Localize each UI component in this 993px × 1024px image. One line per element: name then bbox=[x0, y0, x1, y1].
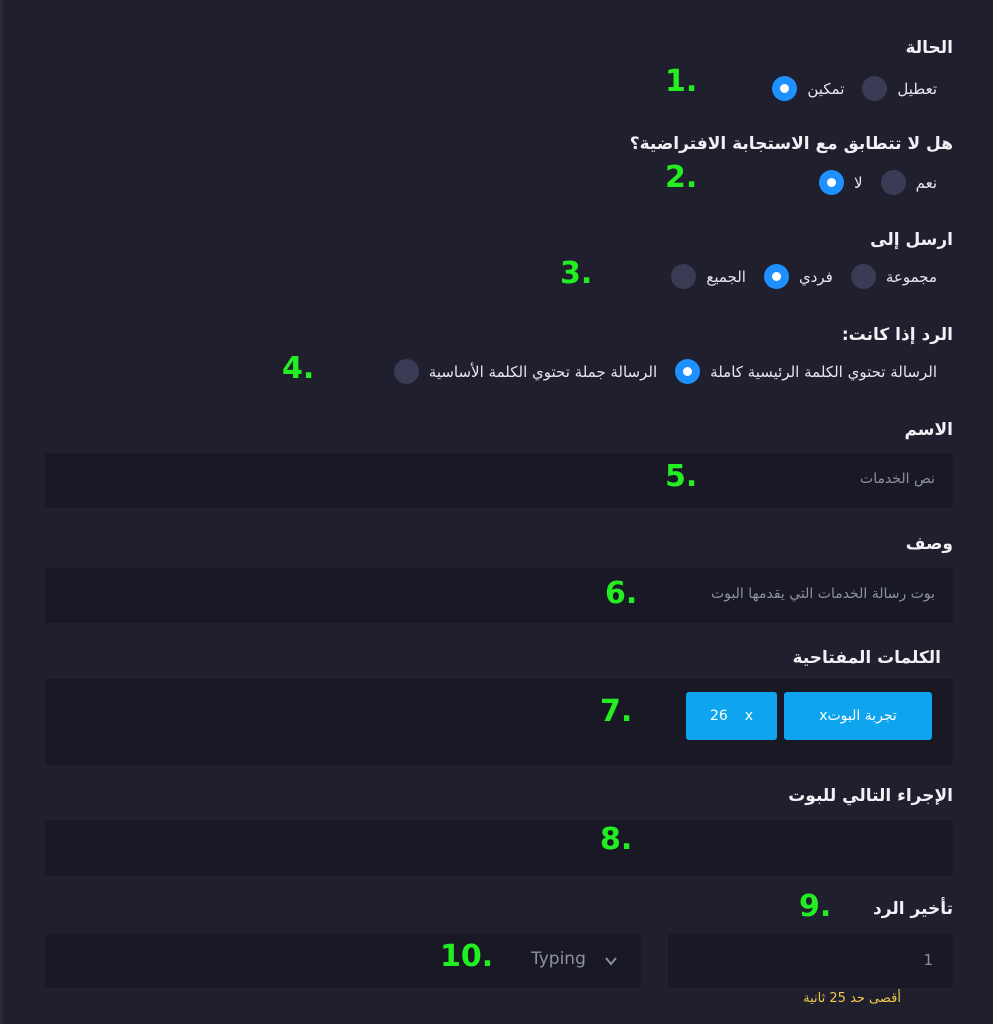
radio-unchecked-icon[interactable] bbox=[851, 264, 876, 289]
annotation-3: 3. bbox=[560, 256, 593, 291]
reply-delay-input[interactable] bbox=[668, 934, 953, 988]
status-radio-group bbox=[772, 76, 937, 101]
send-to-option-individual[interactable] bbox=[764, 264, 833, 289]
annotation-9: 9. bbox=[799, 889, 832, 924]
send-to-option-group[interactable] bbox=[851, 264, 937, 289]
default-response-label: هل لا تتطابق مع الاستجابة الافتراضية؟ bbox=[629, 134, 953, 154]
status-option-enable-label: تمكين bbox=[807, 79, 845, 98]
left-edge-divider bbox=[0, 0, 3, 1024]
annotation-6: 6. bbox=[605, 576, 638, 611]
reply-if-radio-group bbox=[394, 359, 937, 384]
next-action-label: الإجراء التالي للبوت bbox=[788, 786, 953, 806]
radio-checked-icon[interactable] bbox=[764, 264, 789, 289]
annotation-8: 8. bbox=[600, 822, 633, 857]
radio-checked-icon[interactable] bbox=[819, 170, 844, 195]
description-label: وصف bbox=[905, 534, 953, 554]
default-response-option-yes[interactable] bbox=[881, 170, 937, 195]
name-label: الاسم bbox=[904, 420, 953, 440]
default-response-option-no-label: لا bbox=[854, 173, 863, 192]
keywords-label: الكلمات المفتاحية bbox=[792, 648, 941, 668]
status-option-disable-label: تعطيل bbox=[897, 79, 937, 98]
send-to-radio-group bbox=[671, 264, 937, 289]
reply-if-option-phrase-label: الرسالة جملة تحتوي الكلمة الأساسية bbox=[428, 362, 658, 381]
default-response-option-yes-label: نعم bbox=[915, 173, 937, 192]
reply-delay-value: 1 bbox=[923, 951, 933, 969]
radio-unchecked-icon[interactable] bbox=[671, 264, 696, 289]
keyword-tag-remove-icon[interactable]: x bbox=[744, 708, 753, 724]
status-label: الحالة bbox=[905, 38, 953, 58]
reply-delay-hint: أقصى حد 25 ثانية bbox=[803, 991, 901, 1006]
reply-if-label: الرد إذا كانت: bbox=[841, 325, 953, 345]
send-to-option-all[interactable] bbox=[671, 264, 746, 289]
description-input-value: بوت رسالة الخدمات التي يقدمها البوت bbox=[711, 586, 935, 602]
radio-checked-icon[interactable] bbox=[772, 76, 797, 101]
send-to-option-group-label: مجموعة bbox=[885, 267, 937, 286]
reply-if-option-exact[interactable] bbox=[675, 359, 937, 384]
chevron-down-icon[interactable] bbox=[604, 954, 618, 968]
keyword-tag-remove-icon[interactable]: x bbox=[819, 708, 828, 724]
keyword-tag[interactable] bbox=[686, 692, 777, 740]
status-option-enable[interactable] bbox=[772, 76, 844, 101]
send-to-option-all-label: الجميع bbox=[706, 267, 746, 286]
radio-unchecked-icon[interactable] bbox=[862, 76, 887, 101]
radio-checked-icon[interactable] bbox=[675, 359, 700, 384]
annotation-4: 4. bbox=[282, 351, 315, 386]
reply-if-option-phrase[interactable] bbox=[394, 359, 657, 384]
annotation-1: 1. bbox=[665, 64, 698, 99]
radio-unchecked-icon[interactable] bbox=[881, 170, 906, 195]
send-to-option-individual-label: فردي bbox=[798, 267, 833, 286]
name-input-value: نص الخدمات bbox=[860, 471, 935, 487]
annotation-5: 5. bbox=[665, 459, 698, 494]
radio-unchecked-icon[interactable] bbox=[394, 359, 419, 384]
keyword-tag-text: 26 bbox=[710, 708, 728, 724]
description-input[interactable] bbox=[45, 568, 953, 623]
keyword-tag-text: تجربة البوت bbox=[827, 708, 897, 724]
name-input[interactable] bbox=[45, 453, 953, 508]
reply-delay-label: تأخير الرد bbox=[873, 899, 953, 919]
send-to-label: ارسل إلى bbox=[870, 230, 953, 250]
reply-mode-select[interactable] bbox=[45, 934, 641, 988]
reply-if-option-exact-label: الرسالة تحتوي الكلمة الرئيسية كاملة bbox=[710, 362, 937, 381]
status-option-disable[interactable] bbox=[862, 76, 937, 101]
keyword-tag[interactable] bbox=[784, 692, 932, 740]
annotation-2: 2. bbox=[665, 160, 698, 195]
reply-mode-value: Typing bbox=[531, 949, 586, 969]
next-action-select[interactable] bbox=[45, 820, 953, 876]
default-response-radio-group bbox=[819, 170, 937, 195]
annotation-10: 10. bbox=[440, 939, 494, 974]
default-response-option-no[interactable] bbox=[819, 170, 863, 195]
annotation-7: 7. bbox=[600, 694, 633, 729]
